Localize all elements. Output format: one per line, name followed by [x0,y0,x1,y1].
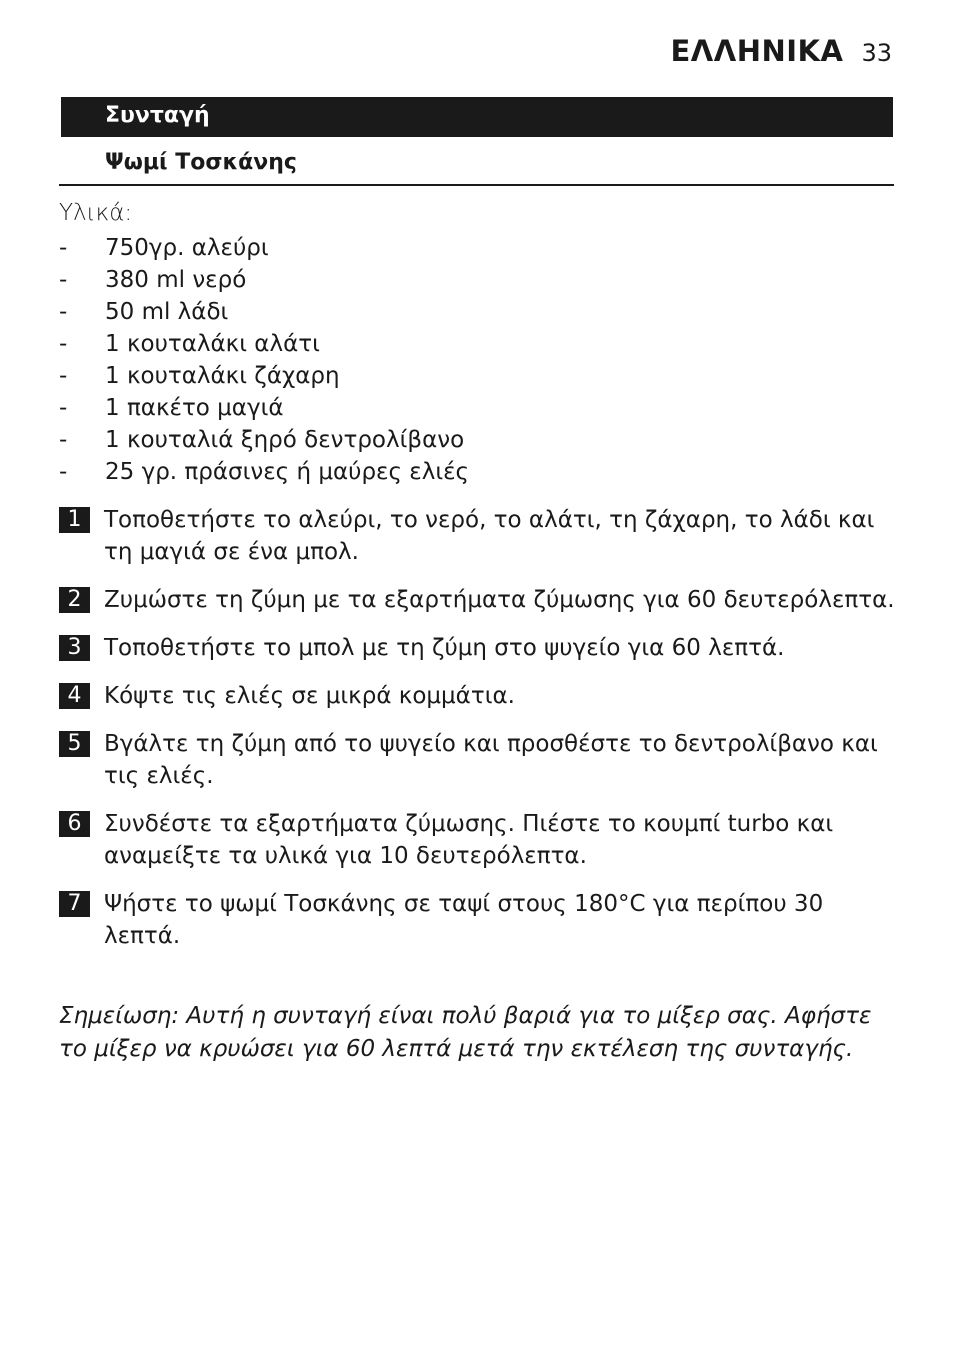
step-text: Βγάλτε τη ζύμη από το ψυγείο και προσθέστε το δεντρολίβανο και τις ελιές. [104,731,878,789]
ingredient-item: - 1 κουταλιά ξηρό δεντρολίβανο [59,424,469,456]
ingredient-item: - 380 ml νερό [59,264,469,296]
step-text: Συνδέστε τα εξαρτήματα ζύμωσης. Πιέστε το κουμπί turbo και αναμείξτε τα υλικά για 10 δευτερόλεπτα. [104,811,834,869]
step-number-badge: 6 [59,811,90,837]
section-title-bar [61,97,893,137]
ingredient-item: - 25 γρ. πράσινες ή μαύρες ελιές [59,456,469,488]
ingredients-label: Υλικά: [59,200,133,226]
step-number-badge: 3 [59,635,90,661]
step-number-badge: 1 [59,507,90,533]
ingredient-item: - 1 κουταλάκι ζάχαρη [59,360,469,392]
section-title: Συνταγή [105,103,210,128]
page-number: 33 [861,39,892,67]
recipe-title: Ψωμί Τοσκάνης [105,150,297,175]
ingredient-text: 1 κουταλιά ξηρό δεντρολίβανο [105,427,465,453]
step-item [59,584,899,616]
step-item [59,888,899,952]
step-item [59,504,899,568]
recipe-note: Σημείωση: Αυτή η συνταγή είναι πολύ βαριά για το μίξερ σας. Αφήστε το μίξερ να κρυώσει για 60 λεπτά μετά την εκτέλεση της συνταγής. [59,1003,872,1062]
ingredient-text: 1 κουταλάκι ζάχαρη [105,363,340,389]
ingredient-text: 50 ml λάδι [105,299,229,325]
ingredient-text: 380 ml νερό [105,267,247,293]
step-item [59,680,899,712]
step-item [59,632,899,664]
step-number-badge: 5 [59,731,90,757]
steps-list [59,504,899,968]
ingredient-item: - 750γρ. αλεύρι [59,232,469,264]
step-item [59,728,899,792]
recipe-title-rule [59,184,894,186]
language-label: ΕΛΛΗΝΙΚΑ [670,34,844,68]
ingredient-item: - 1 κουταλάκι αλάτι [59,328,469,360]
ingredient-text: 1 κουταλάκι αλάτι [105,331,320,357]
ingredient-item: - 50 ml λάδι [59,296,469,328]
step-text: Τοποθετήστε το αλεύρι, το νερό, το αλάτι, τη ζάχαρη, το λάδι και τη μαγιά σε ένα μπολ. [104,507,875,565]
ingredient-item: - 1 πακέτο μαγιά [59,392,469,424]
ingredient-text: 750γρ. αλεύρι [105,235,269,261]
step-number-badge: 2 [59,587,90,613]
step-number-badge: 7 [59,891,90,917]
ingredient-text: 25 γρ. πράσινες ή μαύρες ελιές [105,459,470,485]
step-text: Τοποθετήστε το μπολ με τη ζύμη στο ψυγείο για 60 λεπτά. [104,635,785,661]
ingredients-list [59,232,469,488]
step-number-badge: 4 [59,683,90,709]
ingredient-text: 1 πακέτο μαγιά [105,395,284,421]
step-text: Κόψτε τις ελιές σε μικρά κομμάτια. [104,683,515,709]
step-item [59,808,899,872]
page-header [671,34,893,68]
step-text: Ψήστε το ψωμί Τοσκάνης σε ταψί στους 180°C για περίπου 30 λεπτά. [104,891,824,949]
step-text: Ζυμώστε τη ζύμη με τα εξαρτήματα ζύμωσης για 60 δευτερόλεπτα. [104,587,895,613]
